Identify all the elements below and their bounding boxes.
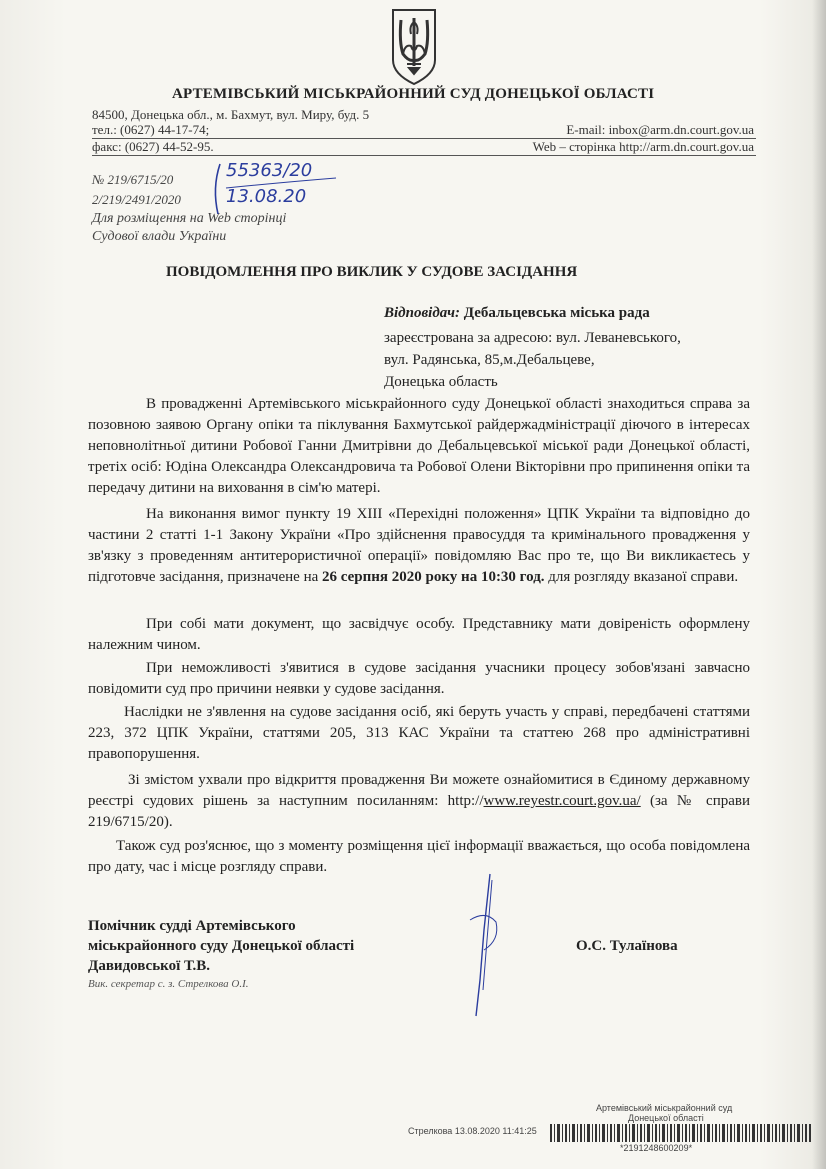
summons-text-start: На виконання вимог пункту 19 XIII «Перехідні положення» ЦПК України та відповідно до частини 2 статті 1-1 Закону України «Про здійснення правосуддя та кримінального провадження у зв'язку з проведенням антитерористичної операції» повідомляю Вас про те, що Ви викликаєтесь у підготовче засідання, призначене на	[88, 506, 750, 585]
paragraph-text	[88, 504, 750, 588]
coat-of-arms-icon	[389, 8, 439, 86]
paragraph-documents	[88, 614, 750, 656]
barcode-icon	[550, 1124, 812, 1142]
paragraph-text: При неможливості з'явитися в судове засідання учасники процесу зобов'язані завчасно повідомити суд про причини неявки у судове засідання.	[88, 660, 750, 697]
respondent-name: Дебальцевська міська рада	[463, 305, 650, 321]
signer-name: О.С. Тулаїнова	[576, 938, 678, 954]
print-info: Стрелкова 13.08.2020 11:41:25	[408, 1126, 537, 1136]
paragraph-notification	[88, 836, 750, 878]
registry-text-end: (за № справи 219/6715/20).	[88, 793, 751, 830]
document-title: ПОВІДОМЛЕННЯ ПРО ВИКЛИК У СУДОВЕ ЗАСІДАННЯ	[166, 264, 578, 280]
paragraph-consequences	[88, 702, 750, 765]
paragraph-text: Наслідки не з'явлення на судове засідання осіб, які беруть участь у справі, передбачені статтями 223, 372 ЦПК України, статтями 205, 313 КАС України та статтею 268 про адміністративні правопорушення.	[88, 704, 750, 762]
paragraph-absence-notice	[88, 658, 750, 700]
registry-link[interactable]: www.reyestr.court.gov.ua/	[483, 793, 641, 809]
stamp-line2: Донецької області	[628, 1113, 704, 1123]
court-name: АРТЕМІВСЬКИЙ МІСЬКРАЙОННИЙ СУД ДОНЕЦЬКОЇ ОБЛАСТІ	[172, 86, 655, 102]
handwritten-incoming-number: 55363/20	[226, 160, 313, 181]
summons-text-end: для розгляду вказаної справи.	[544, 569, 739, 585]
signature-position-line1: Помічник судді Артемівського	[88, 918, 296, 934]
registry-text-start: Зі змістом ухвали про відкриття провадження Ви можете ознайомитися в Єдиному державному реєстрі судових рішень за наступним посиланням: http://	[88, 772, 750, 809]
paragraph-text: Також суд роз'яснює, що з моменту розміщення цієї інформації вважається, що особа повідомлена про дату, час і місце розгляду справи.	[88, 838, 750, 875]
page-edge-shadow	[812, 0, 826, 1169]
handwritten-incoming-date: 13.08.20	[226, 186, 307, 207]
contact-row-2	[92, 139, 756, 156]
paragraph-text: В провадженні Артемівського міськрайонного суду Донецької області знаходиться справа за позовною заявою Органу опіки та піклування Бахмутської райдержадміністрації діючого в інтересах неповнолітньої дитини Робової Ганни Дмитрівни до Дебальцевської міської ради Донецької області, третіх осіб: Юдіна Олександра Олександровича та Робової Олени Вікторівни про припинення опіки та передачу дитини на виховання в сім'ю матері.	[88, 396, 750, 496]
signature-position-line2: міськрайонного суду Донецької області	[88, 938, 355, 954]
proceeding-number: 2/219/2491/2020	[92, 192, 181, 207]
court-fax: факс: (0627) 44-52-95.	[92, 139, 214, 154]
executor-note: Вик. секретар с. з. Стрелкова О.І.	[88, 978, 249, 990]
contact-row-1	[92, 122, 756, 139]
web-note-line1: Для розміщення на Web сторінці	[92, 211, 287, 226]
respondent-label: Відповідач:	[384, 305, 460, 321]
paragraph-text: При собі мати документ, що засвідчує особу. Представнику мати довіреність оформлену належним чином.	[88, 616, 750, 653]
barcode-number: *2191248600209*	[620, 1143, 693, 1153]
hearing-datetime: 26 серпня 2020 року на 10:30 год.	[322, 569, 545, 585]
respondent-heading	[384, 305, 650, 322]
respondent-address-3: Донецька область	[384, 374, 498, 390]
paragraph-summons	[88, 504, 750, 588]
respondent-address-2: вул. Радянська, 85,м.Дебальцеве,	[384, 352, 595, 368]
paragraph-proceeding	[88, 394, 750, 499]
signature-scribble-icon	[440, 870, 530, 1020]
court-phone: тел.: (0627) 44-17-74;	[92, 122, 210, 137]
case-number: № 219/6715/20	[92, 172, 174, 187]
web-note-line2: Судової влади України	[92, 229, 227, 244]
stamp-line1: Артемівський міськрайонний суд	[596, 1103, 733, 1113]
court-address: 84500, Донецька обл., м. Бахмут, вул. Миру, буд. 5	[92, 107, 370, 122]
signature-position-line3: Давидовської Т.В.	[88, 958, 211, 974]
court-web[interactable]: Web – сторінка http://arm.dn.court.gov.ua	[532, 139, 754, 154]
court-email[interactable]: E-mail: inbox@arm.dn.court.gov.ua	[566, 122, 754, 137]
paragraph-registry	[88, 770, 750, 833]
paragraph-text	[88, 770, 750, 833]
respondent-address-1: зареєстрована за адресою: вул. Леваневського,	[384, 330, 681, 346]
